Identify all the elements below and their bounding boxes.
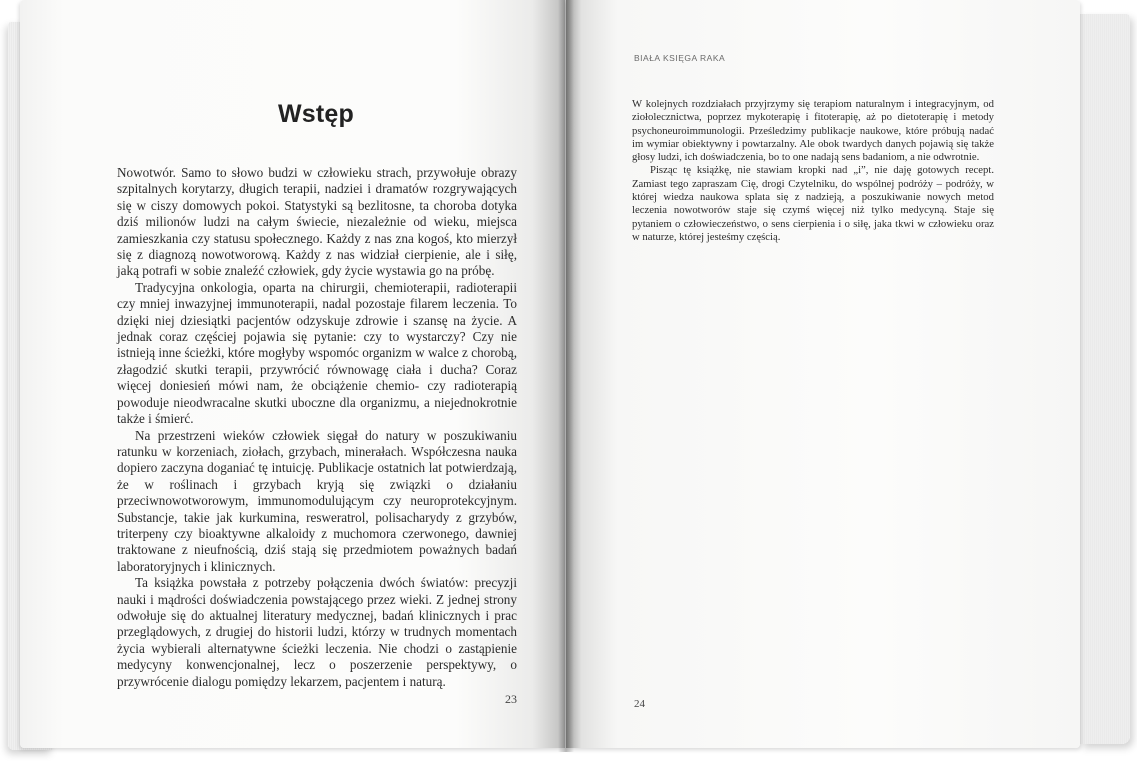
page-number-left: 23 bbox=[505, 692, 517, 706]
chapter-title: Wstęp bbox=[278, 100, 354, 128]
right-page-edges bbox=[1080, 14, 1130, 744]
paragraph: Tradycyjna onkologia, oparta na chirurgii, chemioterapii, radioterapii czy mniej inwazyjnej immunoterapii, nadal pozostaje filarem leczenia. To dzięki niej dziesiątki pacjentów odzyskuje zdrowie i szansę na życie. A jednak coraz częściej pojawia się pytanie: czy to wystarczy? Czy nie istnieją inne ścieżki, które mogłyby wspomóc organizm w walce z chorobą, złagodzić skutki terapii, przywrócić równowagę ciała i ducha? Coraz więcej doniesień mówi nam, że obciążenie chemio- czy radioterapią powoduje nieodwracalne skutki uboczne dla organizmu, a niejednokrotnie także i śmierć. bbox=[117, 279, 517, 427]
paragraph: W kolejnych rozdziałach przyjrzymy się terapiom naturalnym i integracyjnym, od ziołolecznictwa, poprzez mykoterapię i fitoterapię, aż po dietoterapię i metody psychoneuroimmunologii. Prześledzimy publikacje naukowe, które próbują nadać im wymiar obiektywny i powtarzalny. Ale obok twardych danych pojawią się także głosy ludzi, ich doświadczenia, bo to one nadają sens badaniom, a nie odwrotnie. bbox=[632, 98, 994, 164]
paragraph: Na przestrzeni wieków człowiek sięgał do natury w poszukiwaniu ratunku w korzeniach, ziołach, grzybach, minerałach. Współczesna nauka dopiero zaczyna doganiać tę intuicję. Publikacje ostatnich lat potwierdzają, że w roślinach i grzybach kryją się związki o działaniu przeciwnowotworowym, immunomodulującym czy neuroprotekcyjnym. Substancje, takie jak kurkumina, resweratrol, polisacharydy z grzybów, triterpeny czy bioaktywne alkaloidy z muchomora czerwonego, dawniej traktowane z nieufnością, dziś stają się przedmiotem poważnych badań laboratoryjnych i klinicznych. bbox=[117, 427, 517, 574]
left-page-body bbox=[117, 165, 517, 690]
right-page-body bbox=[632, 98, 994, 244]
paragraph: Nowotwór. Samo to słowo budzi w człowieku strach, przywołuje obrazy szpitalnych korytarzy, długich terapii, nadziei i dramatów rozgrywających się w ciszy domowych pokoi. Statystyki są bezlitosne, ta choroba dotyka dziś milionów ludzi na całym świecie, niezależnie od wieku, miejsca zamieszkania czy statusu społecznego. Każdy z nas zna kogoś, kto mierzył się z diagnozą nowotworową. Każdy z nas widział cierpienie, ale i siłę, jaką potrafi w sobie znaleźć człowiek, gdy życie wystawia go na próbę. bbox=[117, 165, 517, 279]
paragraph: Pisząc tę książkę, nie stawiam kropki nad „i”, nie daję gotowych recept. Zamiast tego zapraszam Cię, drogi Czytelniku, do wspólnej podróży – podróży, w której wiedza naukowa splata się z nadzieją, a poszukiwanie nowych metod leczenia nowotworów staje się czymś więcej niż tylko medycyną. Staje się pytaniem o człowieczeństwo, o sens cierpienia i o siłę, jaka tkwi w człowieku oraz w naturze, której jesteśmy częścią. bbox=[632, 164, 994, 243]
paragraph: Ta książka powstała z potrzeby połączenia dwóch światów: precyzji nauki i mądrości doświadczenia powstającego przez wieki. Z jednej strony odwołuje się do aktualnej literatury medycznej, badań klinicznych i prac przeglądowych, z drugiej do historii ludzi, którzy w trudnych momentach życia wybierali alternatywne ścieżki leczenia. Nie chodzi o zastąpienie medycyny konwencjonalnej, lecz o poszerzenie perspektywy, o przywrócenie dialogu pomiędzy lekarzem, pacjentem i naturą. bbox=[117, 575, 517, 689]
book-spine-gutter bbox=[558, 0, 574, 752]
running-header: BIAŁA KSIĘGA RAKA bbox=[634, 53, 726, 63]
page-number-right: 24 bbox=[634, 698, 645, 710]
